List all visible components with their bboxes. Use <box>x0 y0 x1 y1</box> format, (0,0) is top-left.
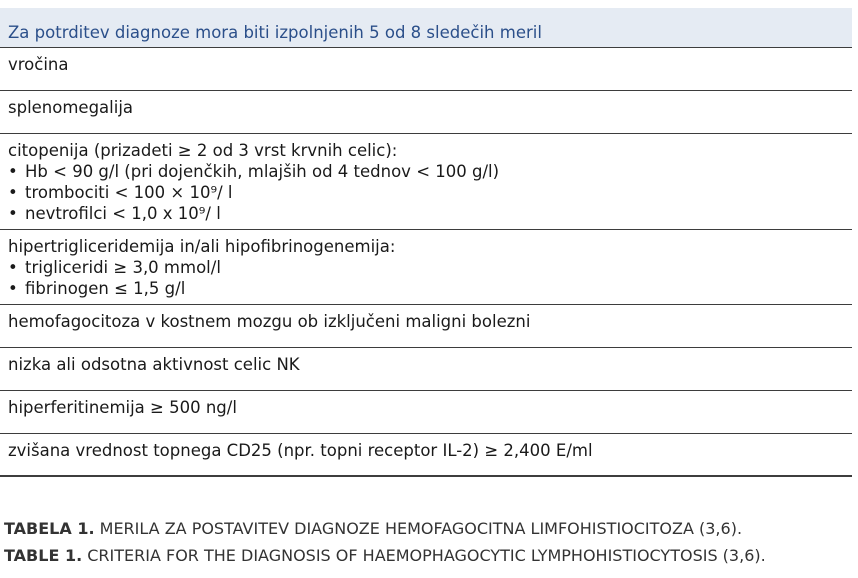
row-text: hiperferitinemija ≥ 500 ng/l <box>8 398 237 417</box>
row-text: nizka ali odsotna aktivnost celic NK <box>8 355 300 374</box>
row-text: hipertrigliceridemija in/ali hipofibrinogenemija: <box>8 237 396 256</box>
bullet-symbol: • <box>8 279 18 298</box>
caption-text: CRITERIA FOR THE DIAGNOSIS OF HAEMOPHAGOCYTIC LYMPHOHISTIOCYTOSIS (3,6). <box>82 546 766 565</box>
bullet-text: trombociti < 100 × 10⁹/ l <box>25 183 233 202</box>
bullet-symbol: • <box>8 204 18 223</box>
caption-label: TABLE 1. <box>4 546 83 565</box>
bullet-text: fibrinogen ≤ 1,5 g/l <box>25 279 186 298</box>
bullet-item <box>8 257 852 278</box>
table-row <box>0 230 852 305</box>
table-row <box>0 348 852 391</box>
table-row <box>0 305 852 348</box>
row-text: hemofagocitoza v kostnem mozgu ob izključeni maligni bolezni <box>8 312 531 331</box>
bullet-item <box>8 182 852 203</box>
table-row <box>0 134 852 230</box>
table-row <box>0 91 852 134</box>
caption-english <box>4 546 766 565</box>
bullet-text: trigliceridi ≥ 3,0 mmol/l <box>25 258 221 277</box>
criteria-table <box>0 8 852 477</box>
caption-label: TABELA 1. <box>4 519 95 538</box>
row-text: zvišana vrednost topnega CD25 (npr. topni receptor IL-2) ≥ 2,400 E/ml <box>8 441 593 460</box>
bullet-item <box>8 203 852 224</box>
table-row <box>0 391 852 434</box>
caption-slovenian <box>4 519 742 538</box>
bullet-text: Hb < 90 g/l (pri dojenčkih, mlajših od 4 tednov < 100 g/l) <box>25 162 500 181</box>
caption-text: MERILA ZA POSTAVITEV DIAGNOZE HEMOFAGOCITNA LIMFOHISTIOCITOZA (3,6). <box>94 519 743 538</box>
row-text: citopenija (prizadeti ≥ 2 od 3 vrst krvnih celic): <box>8 141 398 160</box>
row-text: vročina <box>8 55 69 74</box>
bullet-item <box>8 161 852 182</box>
table-row <box>0 48 852 91</box>
bullet-symbol: • <box>8 183 18 202</box>
bullet-symbol: • <box>8 258 18 277</box>
table-row <box>0 434 852 477</box>
bullet-item <box>8 278 852 299</box>
bullet-text: nevtrofilci < 1,0 x 10⁹/ l <box>25 204 221 223</box>
row-text: splenomegalija <box>8 98 134 117</box>
table-header: Za potrditev diagnoze mora biti izpolnjenih 5 od 8 sledečih meril <box>0 8 852 48</box>
bullet-symbol: • <box>8 162 18 181</box>
